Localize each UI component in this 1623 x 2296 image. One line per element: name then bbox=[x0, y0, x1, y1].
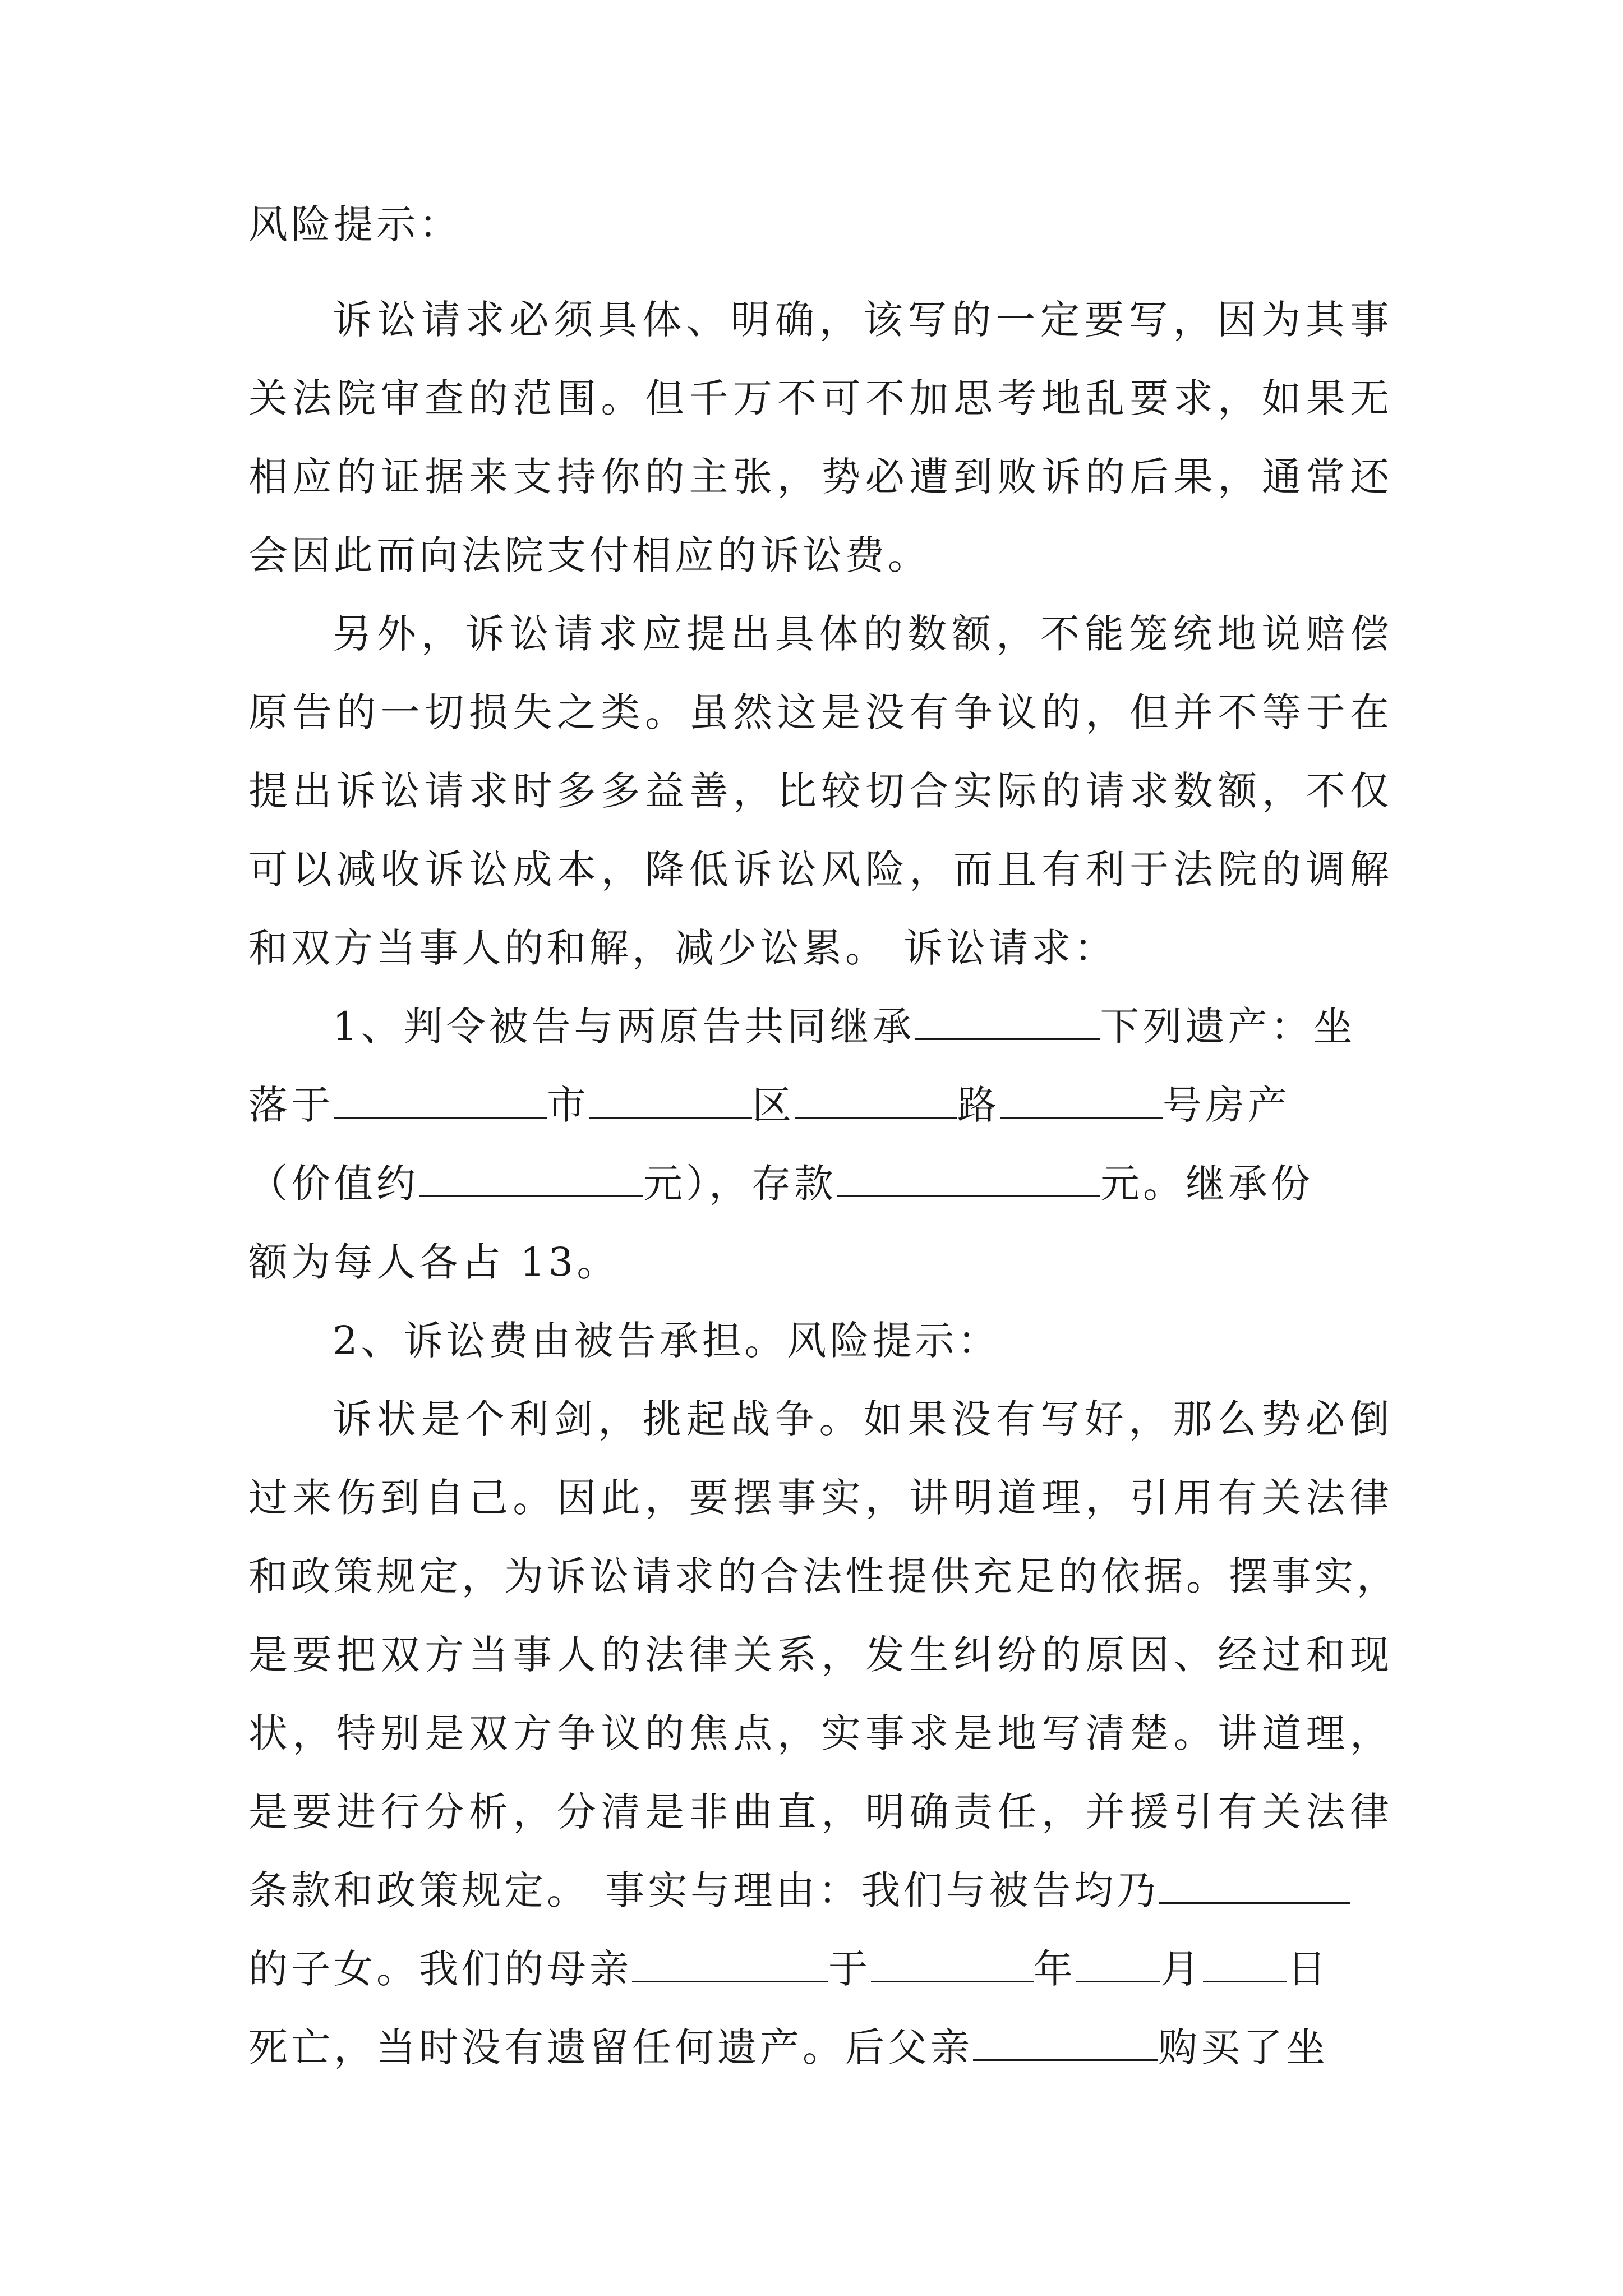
claim-1-line-2 bbox=[248, 1066, 1393, 1144]
facts-text: 日 bbox=[1287, 1946, 1330, 1992]
blank-field bbox=[1159, 1869, 1350, 1904]
paragraph-line: 提出诉讼请求时多多益善，比较切合实际的请求数额，不仅 bbox=[248, 768, 1393, 814]
blank-field bbox=[973, 2026, 1158, 2061]
blank-field bbox=[589, 1083, 752, 1119]
blank-field bbox=[871, 1947, 1034, 1982]
paragraph-line: 诉状是个利剑，挑起战争。如果没有写好，那么势必倒 bbox=[333, 1396, 1393, 1442]
claim-text: 下列遗产：坐 bbox=[1100, 1004, 1356, 1050]
claim-1-line-3 bbox=[248, 1144, 1393, 1223]
claim-2-line: 2、诉讼费由被告承担。风险提示： bbox=[333, 1318, 1000, 1364]
paragraph-line: 和双方当事人的和解，减少讼累。 诉讼请求： bbox=[248, 925, 1117, 971]
blank-field bbox=[419, 1162, 643, 1197]
facts-text: 条款和政策规定。 事实与理由：我们与被告均乃 bbox=[248, 1867, 1160, 1913]
blank-field bbox=[837, 1162, 1100, 1197]
blank-field bbox=[1000, 1083, 1163, 1119]
facts-text: 年 bbox=[1034, 1946, 1076, 1992]
paragraph-line: 状，特别是双方争议的焦点，实事求是地写清楚。讲道理， bbox=[248, 1710, 1393, 1756]
paragraph-line: 另外，诉讼请求应提出具体的数额，不能笼统地说赔偿 bbox=[333, 611, 1393, 657]
facts-text: 于 bbox=[828, 1946, 871, 1992]
claim-text: 号房产 bbox=[1163, 1082, 1290, 1128]
facts-text: 购买了坐 bbox=[1158, 2024, 1329, 2070]
blank-field bbox=[334, 1083, 547, 1119]
facts-text: 月 bbox=[1160, 1946, 1203, 1992]
claim-1-line-4: 额为每人各占 13。 bbox=[248, 1239, 620, 1285]
paragraph-line: 关法院审查的范围。但千万不可不加思考地乱要求，如果无 bbox=[248, 375, 1393, 421]
claim-1-line-1 bbox=[333, 987, 1393, 1066]
blank-field bbox=[632, 1947, 828, 1982]
claim-text: 1、判令被告与两原告共同继承 bbox=[333, 1004, 915, 1050]
claim-text: 区 bbox=[752, 1082, 795, 1128]
heading-risk-tip: 风险提示： bbox=[248, 201, 462, 247]
claim-text: 元。继承份 bbox=[1100, 1161, 1313, 1207]
blank-field bbox=[1076, 1947, 1160, 1982]
paragraph-line: 可以减收诉讼成本，降低诉讼风险，而且有利于法院的调解 bbox=[248, 846, 1393, 892]
facts-text: 死亡，当时没有遗留任何遗产。后父亲 bbox=[248, 2024, 973, 2070]
paragraph-line: 是要进行分析，分清是非曲直，明确责任，并援引有关法律 bbox=[248, 1789, 1393, 1835]
claim-text: 元），存款 bbox=[643, 1161, 837, 1207]
claim-text: 市 bbox=[547, 1082, 589, 1128]
claim-text: 路 bbox=[957, 1082, 1000, 1128]
paragraph-line: 诉讼请求必须具体、明确，该写的一定要写，因为其事 bbox=[333, 297, 1393, 343]
blank-field bbox=[1203, 1947, 1287, 1982]
paragraph-line: 过来伤到自己。因此，要摆事实，讲明道理，引用有关法律 bbox=[248, 1475, 1393, 1521]
facts-line-2 bbox=[248, 1930, 1393, 2008]
claim-text: 落于 bbox=[248, 1082, 334, 1128]
facts-text: 的子女。我们的母亲 bbox=[248, 1946, 632, 1992]
facts-line-1 bbox=[248, 1851, 1393, 1930]
paragraph-line: 相应的证据来支持你的主张，势必遭到败诉的后果，通常还 bbox=[248, 454, 1393, 500]
facts-line-3 bbox=[248, 2008, 1393, 2087]
blank-field bbox=[795, 1083, 957, 1119]
paragraph-line: 原告的一切损失之类。虽然这是没有争议的，但并不等于在 bbox=[248, 689, 1393, 735]
claim-text: （价值约 bbox=[248, 1161, 419, 1207]
blank-field bbox=[915, 1005, 1100, 1040]
paragraph-line: 会因此而向法院支付相应的诉讼费。 bbox=[248, 532, 930, 578]
paragraph-line: 和政策规定，为诉讼请求的合法性提供充足的依据。摆事实， bbox=[248, 1553, 1399, 1599]
paragraph-line: 是要把双方当事人的法律关系，发生纠纷的原因、经过和现 bbox=[248, 1632, 1393, 1678]
